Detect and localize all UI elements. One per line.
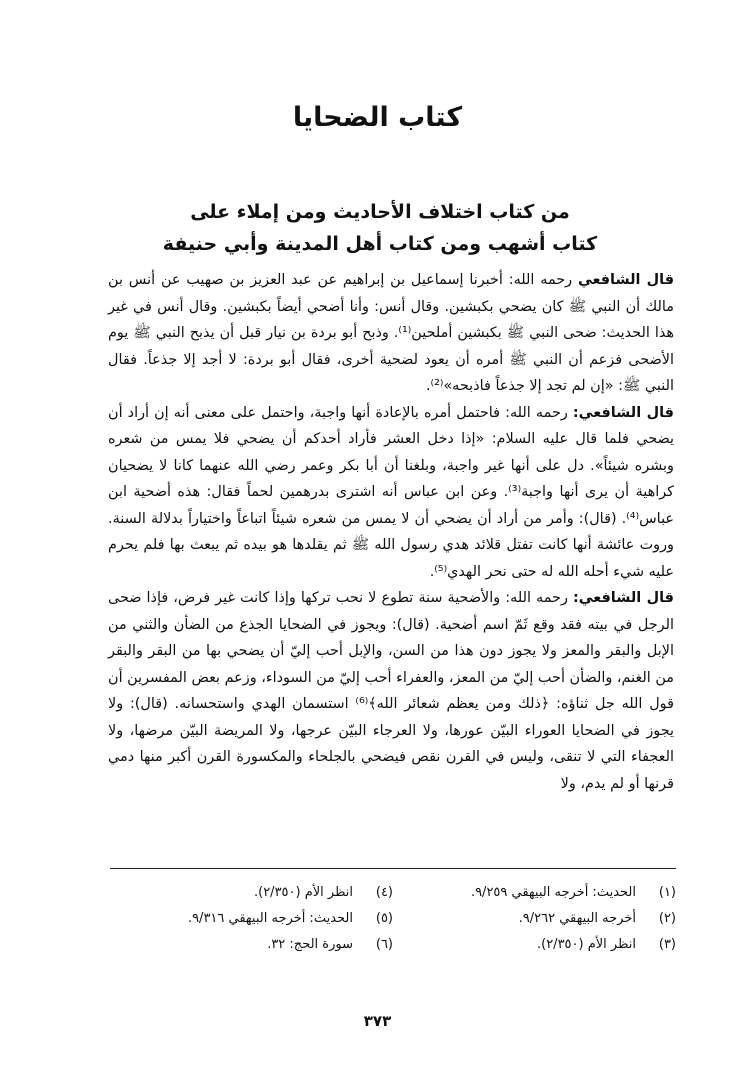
section-heading-line-1: من كتاب اختلاف الأحاديث ومن إملاء على <box>190 201 570 223</box>
speaker-label: قال الشافعي: <box>572 590 674 606</box>
page-number: ٣٧٣ <box>363 1012 392 1030</box>
paragraph-3 <box>108 585 674 797</box>
footnote-2: (٢)أخرجه البيهقي ٩/٢٦٢. <box>518 911 676 926</box>
paragraph-text: رحمه الله: والأضحية سنة تطوع لا نحب تركها وإذا كانت غير فرض، فإذا ضحى الرجل في بيته فقد وقع ثَمّ اسم أضحية. (قال): ويجوز في الضحايا الجذع من الضأن والثني من الإبل والبقر والمعز ولا يجوز دون هذا من السن، والإبل أحب إليّ أن يضحي بها من البقر والبقر من الغنم، والضأن أحب إليّ من المعز، والعفراء أحب إليّ من السوداء، وزعم بعض المفسرين أن قول الله جل ثناؤه: ﴿ذلك ومن يعظم شعائر الله﴾⁽⁶⁾ استسمان الهدي واستحسانه. (قال): ولا يجوز في الضحايا العوراء البيّن عورها، ولا العرجاء البيّن عرجها، ولا المريضة البيّن مرضها، ولا العجفاء التي لا تنقى، وليس في القرن نقص فيضحي بالجلحاء والمكسورة القرن أكبر منها دمي قرنها أو لم يدم، ولا <box>108 590 674 792</box>
footnote-row <box>110 906 676 932</box>
speaker-label: قال الشافعي <box>577 272 674 288</box>
chapter-title: كتاب الضحايا <box>292 102 463 133</box>
footnote-divider <box>110 868 676 869</box>
footnotes <box>110 880 676 958</box>
body-text <box>108 267 674 797</box>
footnote-5: (٥)الحديث: أخرجه البيهقي ٩/٣١٦. <box>187 911 393 926</box>
paragraph-text: رحمه الله: فاحتمل أمره بالإعادة أنها واجبة، واحتمل على معنى أنه إن أراد أن يضحي فلما قال عليه السلام: «إذا دخل العشر فأراد أحدكم أن يضحي فلا يمس من شعره وبشره شيئاً». دل على أنها غير واجبة، وبلغنا أن أبا بكر وعمر رضي الله عنهما كانا لا يضحيان كراهية أن يرى أنها واجبة⁽³⁾. وعن ابن عباس أنه اشترى بدرهمين لحماً فقال: هذه أضحية ابن عباس⁽⁴⁾. (قال): وأمر من أراد أن يضحي أن لا يمس من شعره شيئاً اتباعاً واختياراً بدلالة السنة. وروت عائشة أنها كانت تفتل قلائد هدي رسول الله ﷺ ثم يقلدها هو بيده ثم يبعث بها فلم يحرم عليه شيء أحله الله له حتى نحر الهدي⁽⁵⁾. <box>108 404 674 580</box>
footnote-1: (١)الحديث: أخرجه البيهقي ٩/٢٥٩. <box>470 885 676 900</box>
footnote-4: (٤)انظر الأم (٢/٣٥٠). <box>253 885 393 900</box>
section-heading-line-2: كتاب أشهب ومن كتاب أهل المدينة وأبي حنيفة <box>162 233 598 255</box>
footnote-row <box>110 880 676 906</box>
paragraph-2 <box>108 400 674 586</box>
section-heading <box>140 196 620 260</box>
footnote-3: (٣)انظر الأم (٢/٣٥٠). <box>536 937 676 952</box>
paragraph-text: رحمه الله: أخبرنا إسماعيل بن إبراهيم عن عبد العزيز بن صهيب عن أنس بن مالك أن النبي ﷺ كان يضحي بكبشين. وقال أنس: وأنا أضحي أيضاً بكبشين. وقال أنس في غير هذا الحديث: ضحى النبي ﷺ بكبشين أملحين⁽¹⁾. وذبح أبو بردة بن نيار قبل أن يذبح النبي ﷺ يوم الأضحى فزعم أن النبي ﷺ أمره أن يعود لضحية أخرى، فقال أبو بردة: لا أجد إلا جذعاً. فقال النبي ﷺ: «إن لم تجد إلا جذعاً فاذبحه»⁽²⁾. <box>108 272 674 394</box>
footnote-row <box>110 932 676 958</box>
speaker-label: قال الشافعي: <box>572 404 674 421</box>
footnote-6: (٦)سورة الحج: ٣٢. <box>267 937 393 952</box>
paragraph-1 <box>108 267 674 400</box>
